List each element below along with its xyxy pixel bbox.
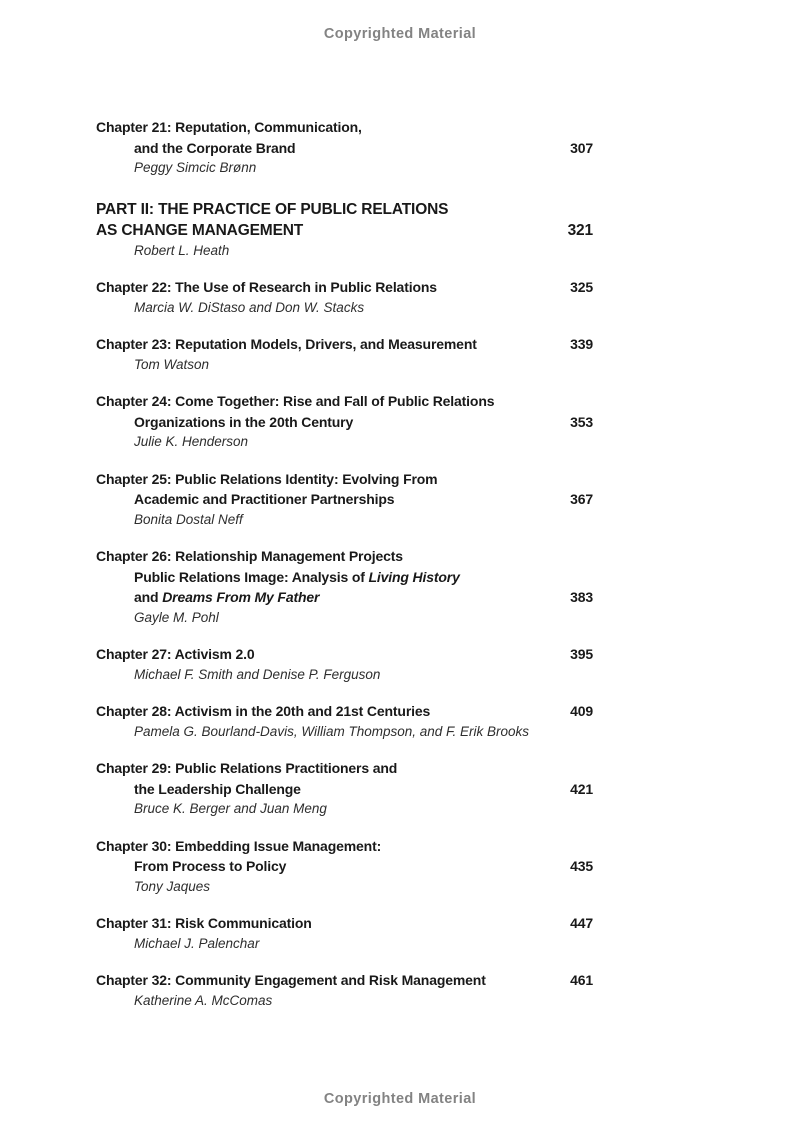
author-line: Bonita Dostal Neff xyxy=(134,511,243,527)
chapter-title-line xyxy=(96,644,593,665)
title-text xyxy=(96,199,448,220)
author-line: Robert L. Heath xyxy=(134,242,230,258)
chapter-title-line xyxy=(96,277,593,298)
part-heading-line xyxy=(96,199,593,220)
title-segment: Chapter 30: Embedding Issue Management: xyxy=(96,837,382,854)
chapter-title-line xyxy=(96,856,593,877)
page-number: 461 xyxy=(570,972,593,988)
author-line: Michael F. Smith and Denise P. Ferguson xyxy=(134,666,381,682)
page-number: 435 xyxy=(570,858,593,874)
toc-entry-chapter-27 xyxy=(96,644,593,685)
toc-entry-chapter-21 xyxy=(96,117,593,179)
title-segment: Chapter 23: Reputation Models, Drivers, and Measurement xyxy=(96,336,477,352)
title-segment: Chapter 29: Public Relations Practitioners and xyxy=(96,760,398,776)
book-title-italic: Living History xyxy=(368,568,460,585)
page-number: 421 xyxy=(570,780,593,797)
author-line: Tom Watson xyxy=(134,356,210,372)
page-number: 367 xyxy=(570,491,593,507)
title-text xyxy=(96,913,312,934)
author-line: Bruce K. Berger and Juan Meng xyxy=(134,801,327,816)
chapter-title-line xyxy=(96,138,593,159)
title-segment: Chapter 24: Come Together: Rise and Fall of Public Relations xyxy=(96,393,495,409)
title-text xyxy=(134,856,286,877)
title-text xyxy=(96,970,486,991)
chapter-title-line xyxy=(96,117,593,138)
page-number: 307 xyxy=(570,139,593,156)
title-text xyxy=(134,138,295,159)
title-text xyxy=(134,412,353,433)
title-text xyxy=(134,779,301,800)
chapter-title-line xyxy=(96,701,593,722)
page-number: 339 xyxy=(570,336,593,352)
toc-entry-chapter-30 xyxy=(96,836,593,898)
chapter-title-line xyxy=(96,567,593,588)
title-segment: Chapter 22: The Use of Research in Public Relations xyxy=(96,279,437,295)
title-segment: Organizations in the 20th Century xyxy=(134,413,354,430)
title-segment: the Leadership Challenge xyxy=(134,780,301,797)
chapter-title-line xyxy=(96,412,593,433)
title-text xyxy=(134,587,319,608)
part-heading-line xyxy=(96,220,593,241)
title-text xyxy=(96,117,362,138)
title-segment: Chapter 31: Risk Communication xyxy=(96,915,312,931)
title-segment: Chapter 21: Reputation, Communication, xyxy=(96,119,362,135)
title-segment: PART II: THE PRACTICE OF PUBLIC RELATIONS xyxy=(96,200,449,218)
chapter-title-line xyxy=(96,779,593,800)
chapter-title-line xyxy=(96,913,593,934)
title-segment: Public Relations Image: Analysis of xyxy=(134,568,369,585)
chapter-title-line xyxy=(96,546,593,567)
chapter-title-line xyxy=(96,469,593,490)
title-text xyxy=(134,567,460,588)
table-of-contents xyxy=(96,117,593,1027)
toc-entry-chapter-26 xyxy=(96,546,593,628)
title-segment: AS CHANGE MANAGEMENT xyxy=(96,221,304,239)
title-segment: and xyxy=(134,589,163,605)
author-line: Marcia W. DiStaso and Don W. Stacks xyxy=(134,299,365,315)
title-text xyxy=(96,701,430,722)
author-line: Katherine A. McComas xyxy=(134,992,273,1008)
page-number: 447 xyxy=(570,915,593,931)
title-text xyxy=(96,334,477,355)
title-segment: Chapter 26: Relationship Management Projects xyxy=(96,548,403,564)
title-text xyxy=(134,489,394,510)
page-number: 353 xyxy=(570,413,593,430)
author-line: Gayle M. Pohl xyxy=(134,609,219,625)
chapter-title-line xyxy=(96,489,593,510)
chapter-title-line xyxy=(96,334,593,355)
toc-entry-chapter-24 xyxy=(96,391,593,453)
toc-entry-chapter-31 xyxy=(96,913,593,954)
title-segment: Chapter 32: Community Engagement and Risk Management xyxy=(96,972,486,988)
title-text xyxy=(96,758,397,779)
page-number: 395 xyxy=(570,646,593,662)
author-line: Peggy Simcic Brønn xyxy=(134,160,257,175)
toc-entry-chapter-23 xyxy=(96,334,593,375)
chapter-title-line xyxy=(96,758,593,779)
title-text xyxy=(96,277,437,298)
chapter-title-line xyxy=(96,391,593,412)
page-number: 409 xyxy=(570,703,593,719)
title-text xyxy=(96,469,437,490)
chapter-title-line xyxy=(96,836,593,857)
author-line: Pamela G. Bourland-Davis, William Thompson, and F. Erik Brooks xyxy=(134,723,530,739)
page-number: 325 xyxy=(570,279,593,295)
author-line: Julie K. Henderson xyxy=(134,434,249,449)
copyright-watermark-bottom: Copyrighted Material xyxy=(323,1091,477,1107)
title-segment: Academic and Practitioner Partnerships xyxy=(134,491,395,507)
title-segment: From Process to Policy xyxy=(134,858,287,874)
title-segment: and the Corporate Brand xyxy=(134,139,296,156)
book-title-italic: Dreams From My Father xyxy=(162,589,320,605)
page-number: 383 xyxy=(570,589,593,605)
title-text xyxy=(96,644,255,665)
author-line: Michael J. Palenchar xyxy=(134,935,260,951)
toc-entry-chapter-32 xyxy=(96,970,593,1011)
page-number: 321 xyxy=(567,221,593,239)
title-segment: Chapter 27: Activism 2.0 xyxy=(96,646,255,662)
toc-entry-chapter-28 xyxy=(96,701,593,742)
author-line: Tony Jaques xyxy=(134,878,211,894)
toc-entry-chapter-22 xyxy=(96,277,593,318)
copyright-watermark-top: Copyrighted Material xyxy=(323,26,477,42)
chapter-title-line xyxy=(96,970,593,991)
toc-entry-chapter-29 xyxy=(96,758,593,820)
title-text xyxy=(96,546,403,567)
title-text xyxy=(96,391,494,412)
toc-entry-chapter-25 xyxy=(96,469,593,531)
chapter-title-line xyxy=(96,587,593,608)
toc-entry-part-2 xyxy=(96,199,593,262)
title-text xyxy=(96,836,381,857)
title-segment: Chapter 25: Public Relations Identity: Evolving From xyxy=(96,470,438,487)
title-segment: Chapter 28: Activism in the 20th and 21st Centuries xyxy=(96,703,431,719)
title-text xyxy=(96,220,303,241)
